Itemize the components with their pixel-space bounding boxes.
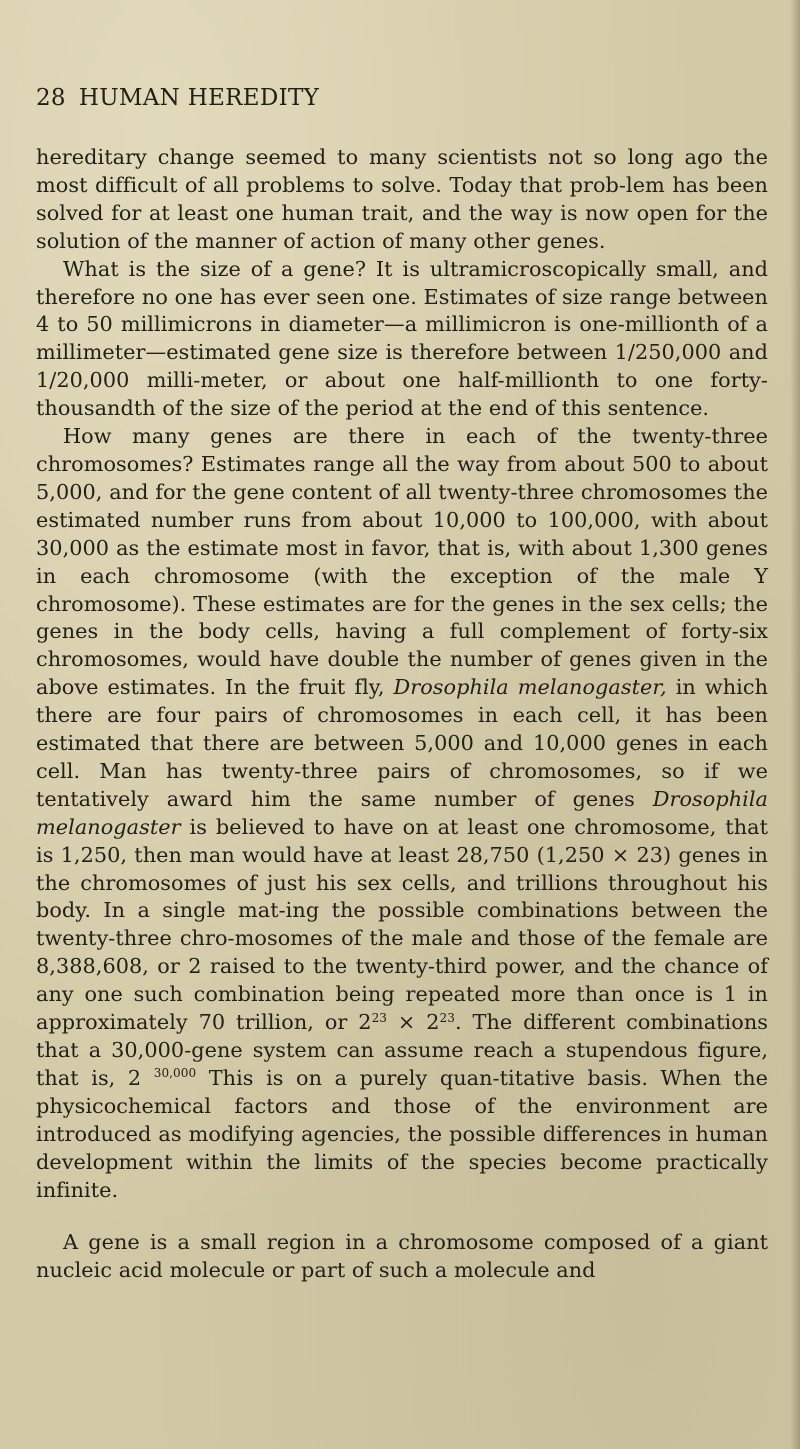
book-page [36,78,768,1285]
exponent: 23 [371,1010,387,1025]
exponent: 23 [439,1010,455,1025]
paragraph-continuation: hereditary change seemed to many scientists not so long ago the most difficult of all problems to solve. Today that prob-lem has been solved for at least one human trait, and the way is now open for the solution of the manner of action of many other genes. [36,145,768,253]
species-name: Drosophila melanogaster, [393,675,667,700]
text-span: × 2 [387,1010,440,1035]
text-span: is believed to have on at least one chromosome, that is 1,250, then man would have at least 28,750 (1,250 × 23) genes in the chromosomes of just his sex cells, and trillions throughout his body. In a single mat-ing the possible combinations between the twenty-three chro-mosomes of the male and those of the female are 8,388,608, or 2 raised to the twenty-third power, and the chance of any one such combination being repeated more than once is 1 in approximately 70 trillion, or 2 [36,814,768,1035]
paragraph-gene-definition: A gene is a small region in a chromosome composed of a giant nucleic acid molecule or part of such a molecule and [36,1230,768,1283]
text-span: in which there are four pairs of chromosomes in each cell, it has been estimated that there are between 5,000 and 10,000 genes in each cell. Man has twenty-three pairs of chromosomes, so if we tentatively award him the same number of genes [36,675,769,811]
species-name: Drosophila melanogaster [36,786,768,839]
body-text [36,144,768,1285]
text-span: This is on a purely quan-titative basis. When the physicochemical factors and those of the environment are introduced as modifying agencies, the possible differences in human development within the limits of the species become practically infinite. [36,1065,768,1202]
exponent: 30,000 [153,1066,197,1081]
paragraph-gene-count [36,423,768,1204]
page-edge-shadow [790,0,800,1449]
text-span: . The different combinations that a 30,000-gene system can assume reach a stupendous figure, that is, 2 [36,1010,768,1090]
paragraph-gene-size: What is the size of a gene? It is ultramicroscopically small, and therefore no one has ever seen one. Estimates of size range between 4 to 50 millimicrons in diameter—a millimicron is one-millionth of a millimeter—estimated gene size is therefore between 1/250,000 and 1/20,000 milli-meter, or about one half-millionth to one forty-thousandth of the size of the period at the end of this sentence. [36,256,768,421]
page-number: 28 [36,85,66,111]
running-head-title: HUMAN HEREDITY [78,85,320,111]
text-span: How many genes are there in each of the twenty-three chromosomes? Estimates range all the way from about 500 to about 5,000, and for the gene content of all twenty-three chromosomes the estimated number runs from about 10,000 to 100,000, with about 30,000 as the estimate most in favor, that is, with about 1,300 genes in each chromosome (with the exception of the male Y chromosome). These estimates are for the genes in the sex cells; the genes in the body cells, having a full complement of forty-six chromosomes, would have double the number of genes given in the above estimates. In the fruit fly, [36,424,768,700]
running-head [36,78,768,118]
